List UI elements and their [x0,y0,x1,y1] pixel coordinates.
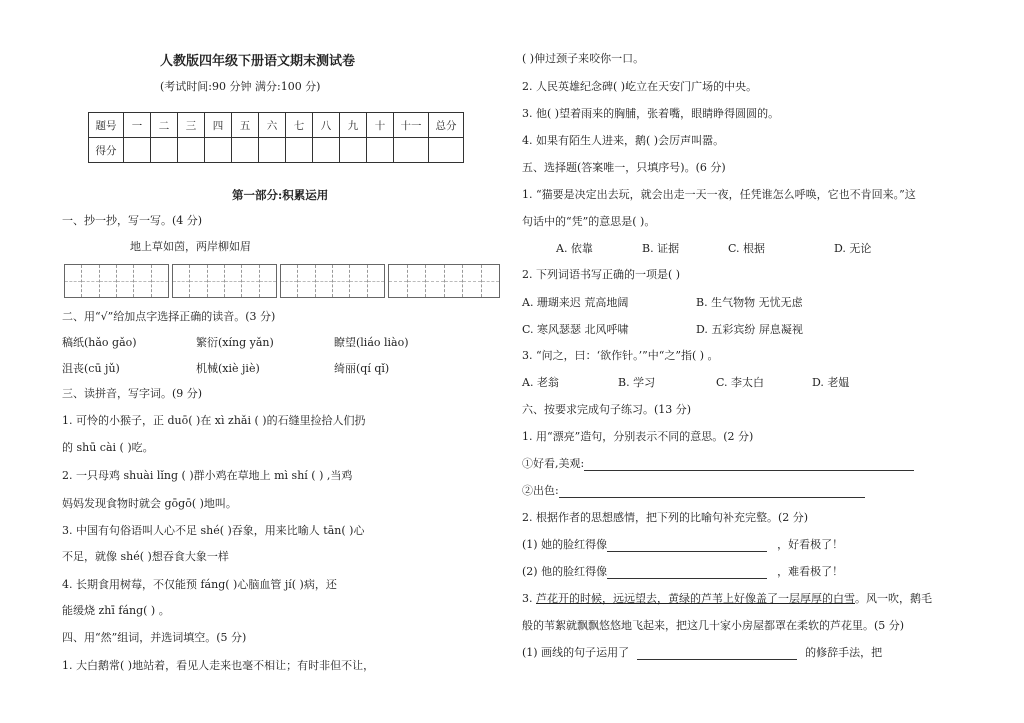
writing-grid-2[interactable] [172,264,277,298]
score-cell[interactable] [259,138,286,163]
q2-item[interactable]: 绮丽(qí qǐ) [334,362,390,375]
q6-line [522,565,843,579]
table-header-cell: 十一 [394,113,429,138]
table-header-label: 题号 [89,113,124,138]
q6-label: (1) 画线的句子运用了 [522,646,630,659]
q6-label: ，好看极了！ [777,538,844,551]
table-header-cell: 五 [232,113,259,138]
q4-heading: 四、用“然”组词，并选词填空。(5 分) [62,631,247,644]
q5-option[interactable]: B. 证据 [642,242,680,255]
q5-option[interactable]: C. 李太白 [716,376,765,389]
score-cell[interactable] [151,138,178,163]
q5-line: 2. 下列词语书写正确的一项是( ) [522,268,681,281]
score-cell[interactable] [178,138,205,163]
q6-line: 般的苇絮就飘飘悠悠地飞起来，把这几十家小房屋都罩在柔软的芦花里。(5 分) [522,619,905,632]
table-header-cell: 二 [151,113,178,138]
score-table [88,112,464,163]
score-cell[interactable] [429,138,464,163]
q6-label: 3. [522,592,536,605]
q3-heading: 三、读拼音，写字词。(9 分) [62,387,203,400]
table-header-cell: 七 [286,113,313,138]
q3-line: 不足，就像 shé( )想吞食大象一样 [62,550,229,563]
answer-line[interactable] [607,539,767,552]
q4-line: 3. 他( )望着雨来的胸脯，张着嘴，眼睛睁得圆圆的。 [522,107,780,120]
score-cell[interactable] [340,138,367,163]
q3-line: 2. 一只母鸡 shuài lǐng ( )群小鸡在草地上 mì shí ( ) ,当鸡 [62,469,353,482]
q6-line: 1. 用“漂亮”造句，分别表示不同的意思。(2 分) [522,430,754,443]
q6-label: ①好看,美观: [522,457,585,470]
q5-option[interactable]: B. 学习 [618,376,656,389]
q4-line: 1. 大白鹅常( )地站着，看见人走来也毫不相让；有时非但不让， [62,659,375,672]
q2-item[interactable]: 繁衍(xíng yǎn) [196,336,274,349]
q1-text: 地上草如茵，两岸柳如眉 [130,240,251,253]
q5-option[interactable]: B. 生气物物 无忧无虑 [696,296,803,309]
writing-grid-3[interactable] [280,264,385,298]
q2-item[interactable]: 稿纸(hǎo gǎo) [62,336,137,349]
q6-label: (1) 她的脸红得像 [522,538,608,551]
q6-line [522,457,914,471]
q5-line: 3. “问之，曰：‘欲作针。’”中“之”指( ) 。 [522,349,719,362]
score-cell[interactable] [394,138,429,163]
q5-option[interactable]: A. 老翁 [522,376,559,389]
table-header-cell: 九 [340,113,367,138]
q5-option[interactable]: A. 珊瑚来迟 荒高地阔 [522,296,629,309]
q4-line: ( )伸过颈子来咬你一口。 [522,52,645,65]
answer-line[interactable] [607,566,767,579]
q4-line: 4. 如果有陌生人进来，鹅( )会厉声叫嚣。 [522,134,725,147]
writing-grid-1[interactable] [64,264,169,298]
q5-heading: 五、选择题(答案唯一，只填序号)。(6 分) [522,161,726,174]
q3-line: 妈妈发现食物时就会 gōgō( )地叫。 [62,497,237,510]
q6-line [522,484,865,498]
q5-option[interactable]: C. 寒风瑟瑟 北风呼啸 [522,323,629,336]
q3-line: 的 shū cài ( )吃。 [62,441,154,454]
table-header-cell: 八 [313,113,340,138]
q6-label: (2) 他的脸红得像 [522,565,608,578]
underlined-sentence: 芦花开的时候，远远望去，黄绿的芦苇上好像盖了一层厚厚的白雪 [536,592,855,605]
table-header-cell: 一 [124,113,151,138]
q2-item[interactable]: 瞭望(liáo liào) [334,336,409,349]
q6-line [522,646,882,660]
q5-line: 1. “猫要是决定出去玩，就会出走一天一夜，任凭谁怎么呼唤，它也不肯回来。”这 [522,188,916,201]
answer-line[interactable] [559,485,865,498]
table-header-cell: 六 [259,113,286,138]
q2-heading: 二、用“√”给加点字选择正确的读音。(3 分) [62,310,276,323]
q4-line: 2. 人民英雄纪念碑( )屹立在天安门广场的中央。 [522,80,758,93]
table-header-cell: 总分 [429,113,464,138]
q6-line [522,538,843,552]
score-cell[interactable] [367,138,394,163]
q6-line: 2. 根据作者的思想感情，把下列的比喻句补充完整。(2 分) [522,511,809,524]
q5-option[interactable]: A. 依靠 [556,242,593,255]
exam-info: (考试时间:90 分钟 满分:100 分) [160,80,321,93]
table-header-cell: 十 [367,113,394,138]
score-cell[interactable] [286,138,313,163]
q3-line: 1. 可怜的小猴子，正 duō( )在 xì zhǎi ( )的石缝里捡拾人们扔 [62,414,366,427]
q6-label: ，难看极了！ [777,565,844,578]
q6-heading: 六、按要求完成句子练习。(13 分) [522,403,692,416]
q6-label: 的修辞手法，把 [805,646,883,659]
answer-line[interactable] [637,647,797,660]
score-cell[interactable] [232,138,259,163]
table-header-cell: 四 [205,113,232,138]
part-heading: 第一部分:积累运用 [232,188,329,202]
q1-heading: 一、抄一抄，写一写。(4 分) [62,214,203,227]
q5-option[interactable]: D. 无论 [834,242,872,255]
q5-option[interactable]: D. 五彩宾纷 屏息凝视 [696,323,803,336]
q5-option[interactable]: C. 根据 [728,242,766,255]
answer-line[interactable] [584,458,914,471]
q5-line: 句话中的“凭”的意思是( )。 [522,215,656,228]
q6-line [522,592,932,606]
q3-line: 3. 中国有句俗语叫人心不足 shé( )吞象，用来比喻人 tān( )心 [62,524,365,537]
q3-line: 能缓烧 zhī fáng( ) 。 [62,604,170,617]
q3-line: 4. 长期食用树莓，不仅能预 fáng( )心脑血管 jí( )病，还 [62,578,337,591]
page-title: 人教版四年级下册语文期末测试卷 [160,54,356,69]
score-row-label: 得分 [89,138,124,163]
score-cell[interactable] [313,138,340,163]
score-cell[interactable] [205,138,232,163]
q6-label: 。风一吹，鹅毛 [855,592,932,605]
q2-item[interactable]: 机械(xiè jiè) [196,362,260,375]
table-header-cell: 三 [178,113,205,138]
q5-option[interactable]: D. 老媪 [812,376,850,389]
writing-grid-4[interactable] [388,264,500,298]
score-cell[interactable] [124,138,151,163]
q6-label: ②出色: [522,484,559,497]
q2-item[interactable]: 沮丧(cū jǔ) [62,362,120,375]
